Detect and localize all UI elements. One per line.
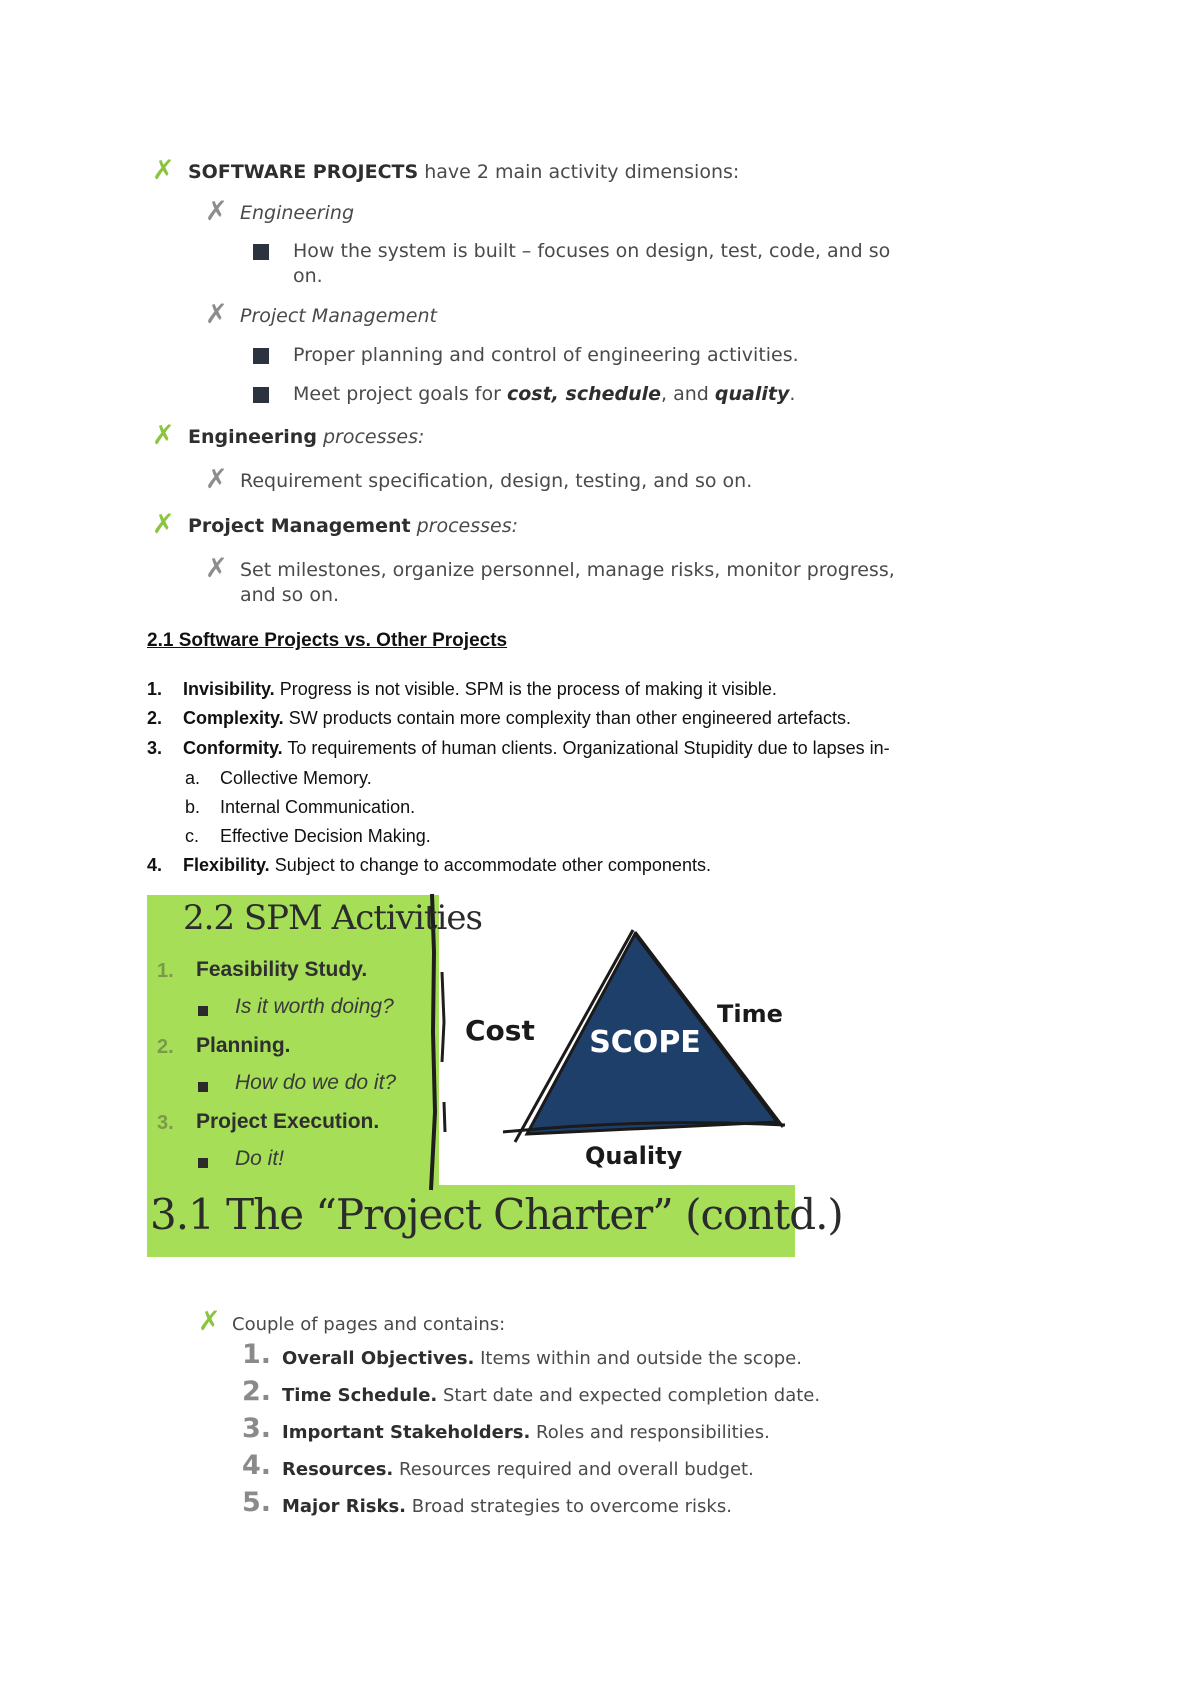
charter-item-desc: Roles and responsibilities. [530, 1422, 770, 1443]
charter-item-term: Major Risks. [282, 1496, 407, 1517]
x-bullet-icon: ✗ [152, 509, 175, 539]
s21-item-term: Conformity. [183, 738, 283, 758]
scope-triangle-diagram [455, 922, 795, 1172]
x-bullet-icon: ✗ [205, 553, 228, 583]
activity-question: Is it worth doing? [235, 995, 394, 1018]
pm-processes-italic: processes: [410, 515, 519, 537]
charter-item [282, 1459, 754, 1480]
spm-activities-panel [147, 895, 439, 1185]
software-projects-line [188, 160, 739, 185]
activity-label: Planning. [196, 1034, 291, 1057]
charter-item-desc: Broad strategies to overcome risks. [406, 1496, 732, 1517]
charter-intro: Couple of pages and contains: [232, 1314, 506, 1335]
pm-processes-desc-2: and so on. [240, 584, 340, 606]
s21-item-3-text [183, 736, 890, 760]
software-projects-text: have 2 main activity dimensions: [418, 161, 740, 183]
s21-item-num: 2. [147, 708, 163, 728]
s21-item-desc: To requirements of human clients. Organizational Stupidity due to lapses in- [282, 738, 890, 758]
pm-processes-line [188, 514, 518, 539]
project-charter-heading: 3.1 The “Project Charter” (contd.) [150, 1190, 843, 1239]
project-management-label: Project Management [240, 305, 437, 327]
square-bullet-icon [198, 1158, 208, 1168]
x-bullet-icon: ✗ [152, 155, 175, 185]
activity-label: Project Execution. [196, 1110, 380, 1133]
software-projects-term: SOFTWARE PROJECTS [188, 161, 419, 183]
charter-item [282, 1385, 820, 1406]
s21-item-2-text [183, 706, 851, 730]
charter-item-term: Overall Objectives. [282, 1348, 475, 1369]
s21-item-1 [147, 677, 162, 701]
pm-desc-2-c: , and [661, 383, 715, 405]
s21-item-term: Flexibility. [183, 855, 270, 875]
square-bullet-icon [253, 244, 269, 260]
pm-desc-2-quality: quality [714, 383, 790, 405]
charter-item-desc: Resources required and overall budget. [393, 1459, 754, 1480]
s21-sub-a-letter: a. [185, 768, 201, 788]
activity-num: 1. [157, 960, 174, 982]
pm-desc-2-cost-schedule: cost, schedule [506, 383, 662, 405]
activity-num: 3. [157, 1112, 174, 1134]
triangle-right-label: Time [717, 1000, 783, 1028]
s21-item-2 [147, 706, 162, 730]
square-bullet-icon [253, 387, 269, 403]
charter-num: 2. [242, 1376, 272, 1407]
x-bullet-icon: ✗ [152, 420, 175, 450]
activity-num: 2. [157, 1036, 174, 1058]
pm-processes-desc-1: Set milestones, organize personnel, manage risks, monitor progress, [240, 559, 895, 581]
charter-item [282, 1422, 770, 1443]
s21-item-3 [147, 736, 162, 760]
section-21-heading: 2.1 Software Projects vs. Other Projects [147, 630, 508, 651]
engineering-desc-1: How the system is built – focuses on design, test, code, and so [293, 240, 891, 262]
s21-item-num: 4. [147, 855, 163, 875]
square-bullet-icon [198, 1006, 208, 1016]
spm-activities-heading: 2.2 SPM Activities [183, 898, 482, 938]
eng-processes-term: Engineering [188, 426, 317, 448]
charter-num: 4. [242, 1450, 272, 1481]
charter-item-desc: Items within and outside the scope. [474, 1348, 802, 1369]
activity-label: Feasibility Study. [196, 958, 368, 981]
pm-desc-2-e: . [789, 383, 796, 405]
s21-item-4-text [183, 853, 711, 877]
s21-sub-b-letter: b. [185, 797, 201, 817]
pm-desc-1: Proper planning and control of engineering activities. [293, 344, 799, 366]
s21-sub-c-letter: c. [185, 826, 200, 846]
triangle-center-label: SCOPE [589, 1025, 701, 1060]
charter-num: 5. [242, 1487, 272, 1518]
s21-sub-c-text: Effective Decision Making. [220, 826, 431, 846]
pm-desc-2-a: Meet project goals for [293, 383, 507, 405]
pm-desc-2 [293, 382, 795, 407]
charter-item-term: Important Stakeholders. [282, 1422, 531, 1443]
s21-item-1-text [183, 677, 777, 701]
x-bullet-icon: ✗ [205, 196, 228, 226]
charter-item [282, 1348, 802, 1369]
s21-item-desc: SW products contain more complexity than other engineered artefacts. [283, 708, 851, 728]
activity-question: How do we do it? [235, 1071, 397, 1094]
s21-sub-a-text: Collective Memory. [220, 768, 372, 788]
s21-item-4 [147, 853, 162, 877]
s21-item-num: 1. [147, 679, 163, 699]
charter-item-term: Resources. [282, 1459, 394, 1480]
engineering-desc-2: on. [293, 265, 323, 287]
triangle-left-label: Cost [465, 1014, 535, 1047]
s21-item-desc: Progress is not visible. SPM is the process of making it visible. [274, 679, 777, 699]
s21-item-desc: Subject to change to accommodate other components. [269, 855, 711, 875]
eng-processes-italic: processes: [316, 426, 425, 448]
charter-num: 3. [242, 1413, 272, 1444]
square-bullet-icon [198, 1082, 208, 1092]
s21-item-num: 3. [147, 738, 163, 758]
charter-item [282, 1496, 732, 1517]
activity-question: Do it! [235, 1147, 285, 1170]
eng-processes-line [188, 425, 424, 450]
s21-item-term: Invisibility. [183, 679, 275, 699]
s21-item-term: Complexity. [183, 708, 284, 728]
charter-item-desc: Start date and expected completion date. [437, 1385, 821, 1406]
charter-num: 1. [242, 1339, 272, 1370]
x-bullet-icon: ✗ [205, 464, 228, 494]
eng-processes-desc: Requirement specification, design, testing, and so on. [240, 470, 753, 492]
pm-processes-term: Project Management [188, 515, 411, 537]
charter-item-term: Time Schedule. [282, 1385, 438, 1406]
engineering-label: Engineering [240, 202, 354, 224]
triangle-bottom-label: Quality [585, 1142, 683, 1170]
s21-sub-b-text: Internal Communication. [220, 797, 416, 817]
x-bullet-icon: ✗ [198, 1306, 221, 1336]
x-bullet-icon: ✗ [205, 299, 228, 329]
square-bullet-icon [253, 348, 269, 364]
